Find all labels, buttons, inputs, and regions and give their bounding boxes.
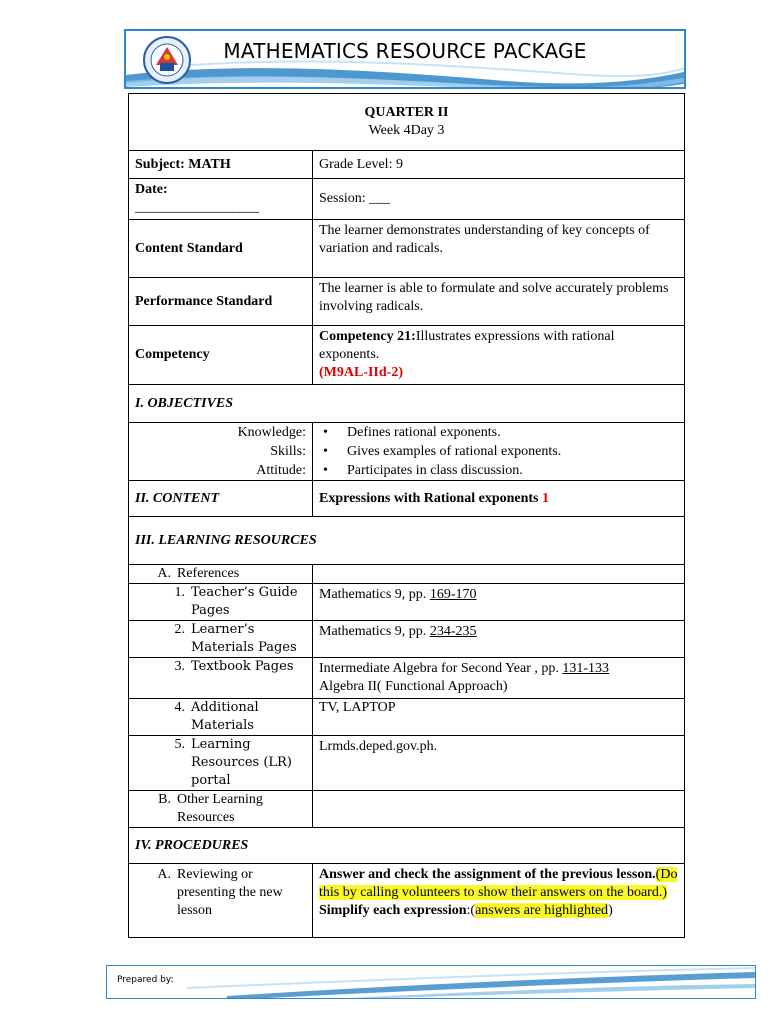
procedure-a-instruction: Answer and check the assignment of the previous lesson. — [319, 867, 656, 882]
week-day: Week 4Day 3 — [368, 123, 445, 138]
prepared-by-label: Prepared by: — [117, 975, 174, 985]
textbook-text: Intermediate Algebra for Second Year , pp. — [319, 661, 563, 676]
list-item: • Gives examples of rational exponents. — [319, 442, 678, 461]
performance-standard-text: The learner is able to formulate and solve accurately problems involving radicals. — [313, 278, 685, 326]
references-label: References — [177, 566, 240, 581]
learners-pages: 234-235 — [429, 624, 477, 639]
procedure-a-note: (Do this by calling volunteers to show their answers on the board.) — [319, 867, 678, 900]
teachers-guide-num: 1. — [174, 585, 185, 600]
content-row — [129, 481, 685, 517]
answers-note: answers are highlighted — [475, 903, 609, 918]
subject-label: Subject: MATH — [129, 151, 313, 179]
teachers-guide-text: Mathematics 9, pp. — [319, 587, 430, 602]
list-item: • Participates in class discussion. — [319, 461, 678, 480]
textbook-label: Textbook Pages — [191, 659, 294, 674]
additional-label: Additional Materials — [191, 700, 259, 733]
content-standard-row — [129, 220, 685, 278]
portal-label: Learning Resources (LR) portal — [191, 737, 292, 788]
references-row — [129, 565, 685, 584]
page-title: MATHEMATICS RESOURCE PACKAGE — [223, 39, 587, 63]
competency-text: Illustrates expressions with rational exponents. — [319, 329, 615, 362]
grade-level: Grade Level: 9 — [313, 151, 685, 179]
learners-label: Learner’s Materials Pages — [191, 622, 297, 655]
header-banner — [124, 29, 686, 89]
textbook-pages: 131-133 — [562, 661, 610, 676]
quarter-title: QUARTER II — [364, 105, 449, 120]
procedures-heading-row — [129, 828, 685, 864]
skills-label: Skills: — [270, 444, 306, 459]
competency-label: Competency — [129, 326, 313, 385]
quarter-row — [129, 94, 685, 151]
objectives-heading: I. OBJECTIVES — [129, 385, 685, 423]
portal-num: 5. — [174, 737, 185, 752]
content-number: 1 — [542, 490, 550, 506]
procedure-a-letter: A. — [157, 867, 171, 882]
lr-portal-row — [129, 736, 685, 791]
session-field: Session: ___ — [313, 179, 685, 220]
objectives-row — [129, 423, 685, 481]
content-text: Expressions with Rational exponents — [319, 490, 539, 506]
additional-num: 4. — [174, 700, 185, 715]
portal-text: Lrmds.deped.gov.ph. — [313, 736, 685, 791]
teachers-guide-label: Teacher’s Guide Pages — [191, 585, 298, 618]
learners-materials-row — [129, 621, 685, 658]
objectives-list — [319, 423, 678, 480]
performance-standard-row — [129, 278, 685, 326]
resources-heading: III. LEARNING RESOURCES — [129, 517, 685, 565]
references-letter: A. — [157, 566, 171, 581]
simplify-label: Simplify each expression — [319, 903, 467, 918]
learners-text: Mathematics 9, pp. — [319, 624, 430, 639]
subject-row — [129, 151, 685, 179]
content-heading: II. CONTENT — [129, 481, 313, 517]
content-standard-text: The learner demonstrates understanding of key concepts of variation and radicals. — [313, 220, 685, 278]
teachers-guide-row — [129, 584, 685, 621]
lesson-plan-table — [128, 93, 685, 938]
footer-banner — [106, 965, 756, 999]
other-label: Other Learning Resources — [177, 792, 263, 825]
procedure-a-row — [129, 864, 685, 938]
procedures-heading: IV. PROCEDURES — [129, 828, 685, 864]
resources-heading-row — [129, 517, 685, 565]
competency-code: (M9AL-IId-2) — [319, 365, 403, 380]
footer-swoosh-graphic — [107, 966, 756, 999]
other-resources-row — [129, 791, 685, 828]
date-row — [129, 179, 685, 220]
teachers-guide-pages: 169-170 — [429, 587, 477, 602]
additional-text: TV, LAPTOP — [313, 699, 685, 736]
competency-row — [129, 326, 685, 385]
textbook-num: 3. — [174, 659, 185, 674]
content-standard-label: Content Standard — [129, 220, 313, 278]
other-letter: B. — [158, 792, 171, 807]
simplify-colon: :( — [466, 903, 476, 918]
objectives-heading-row — [129, 385, 685, 423]
additional-materials-row — [129, 699, 685, 736]
procedure-a-label: Reviewing or presenting the new lesson — [177, 867, 283, 918]
competency-number: Competency 21: — [319, 329, 416, 344]
date-label: Date: — [135, 182, 168, 197]
answers-close: ) — [608, 903, 613, 918]
date-blank: ___________________ — [135, 200, 259, 215]
textbook-row — [129, 658, 685, 699]
performance-standard-label: Performance Standard — [129, 278, 313, 326]
textbook-text-2: Algebra II( Functional Approach) — [319, 679, 508, 694]
attitude-label: Attitude: — [256, 463, 306, 478]
list-item: • Defines rational exponents. — [319, 423, 678, 442]
knowledge-label: Knowledge: — [237, 425, 306, 440]
learners-num: 2. — [174, 622, 185, 637]
